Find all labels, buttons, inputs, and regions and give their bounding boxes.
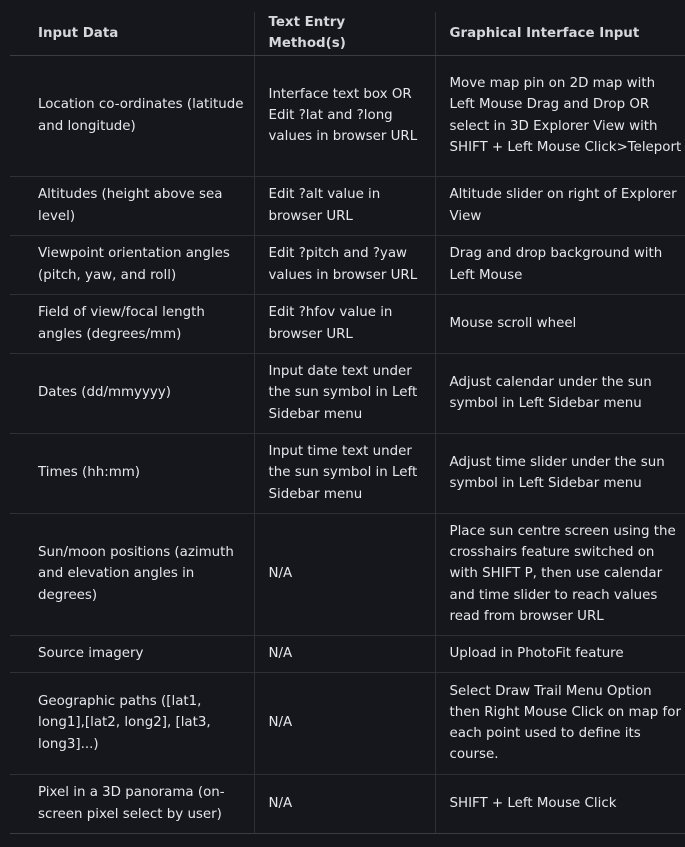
- cell-input-data: Pixel in a 3D panorama (on-screen pixel select by user): [10, 774, 254, 833]
- cell-graphical-input: Place sun centre screen using the crosshairs feature switched on with SHIFT P, then use calendar and time slider to reach values read from browser URL: [435, 513, 685, 635]
- cell-input-data: Dates (dd/mmyyyy): [10, 353, 254, 433]
- cell-graphical-input: Drag and drop background with Left Mouse: [435, 235, 685, 294]
- table-row: [10, 235, 685, 294]
- cell-text-entry: N/A: [254, 513, 435, 635]
- cell-graphical-input: Upload in PhotoFit feature: [435, 635, 685, 672]
- table-row: [10, 513, 685, 635]
- cell-graphical-input: Altitude slider on right of Explorer View: [435, 176, 685, 235]
- cell-text-entry: N/A: [254, 672, 435, 774]
- cell-graphical-input: Adjust time slider under the sun symbol in Left Sidebar menu: [435, 433, 685, 513]
- cell-text-entry: N/A: [254, 774, 435, 833]
- cell-input-data: Viewpoint orientation angles (pitch, yaw, and roll): [10, 235, 254, 294]
- header-input-data: Input Data: [10, 12, 254, 55]
- table-row: [10, 635, 685, 672]
- header-text-entry: Text Entry Method(s): [254, 12, 435, 55]
- cell-text-entry: Edit ?pitch and ?yaw values in browser URL: [254, 235, 435, 294]
- cell-graphical-input: Mouse scroll wheel: [435, 294, 685, 353]
- cell-graphical-input: SHIFT + Left Mouse Click: [435, 774, 685, 833]
- table-row: [10, 294, 685, 353]
- cell-input-data: Source imagery: [10, 635, 254, 672]
- cell-input-data: Field of view/focal length angles (degrees/mm): [10, 294, 254, 353]
- table-row: [10, 176, 685, 235]
- table-header-row: [10, 12, 685, 55]
- table-row: [10, 672, 685, 774]
- cell-text-entry: Edit ?hfov value in browser URL: [254, 294, 435, 353]
- cell-text-entry: N/A: [254, 635, 435, 672]
- cell-text-entry: Input date text under the sun symbol in Left Sidebar menu: [254, 353, 435, 433]
- cell-graphical-input: Select Draw Trail Menu Option then Right Mouse Click on map for each point used to define its course.: [435, 672, 685, 774]
- table-row: [10, 774, 685, 833]
- header-graphical-input: Graphical Interface Input: [435, 12, 685, 55]
- cell-input-data: Altitudes (height above sea level): [10, 176, 254, 235]
- cell-input-data: Sun/moon positions (azimuth and elevation angles in degrees): [10, 513, 254, 635]
- table-row: [10, 55, 685, 176]
- cell-text-entry: Edit ?alt value in browser URL: [254, 176, 435, 235]
- cell-input-data: Times (hh:mm): [10, 433, 254, 513]
- input-methods-table: [10, 12, 685, 834]
- cell-input-data: Location co-ordinates (latitude and longitude): [10, 55, 254, 176]
- table-row: [10, 353, 685, 433]
- cell-text-entry: Interface text box OR Edit ?lat and ?long values in browser URL: [254, 55, 435, 176]
- cell-graphical-input: Adjust calendar under the sun symbol in Left Sidebar menu: [435, 353, 685, 433]
- table-row: [10, 433, 685, 513]
- cell-text-entry: Input time text under the sun symbol in Left Sidebar menu: [254, 433, 435, 513]
- cell-graphical-input: Move map pin on 2D map with Left Mouse Drag and Drop OR select in 3D Explorer View with SHIFT + Left Mouse Click>Teleport: [435, 55, 685, 176]
- cell-input-data: Geographic paths ([lat1, long1],[lat2, long2], [lat3, long3]...): [10, 672, 254, 774]
